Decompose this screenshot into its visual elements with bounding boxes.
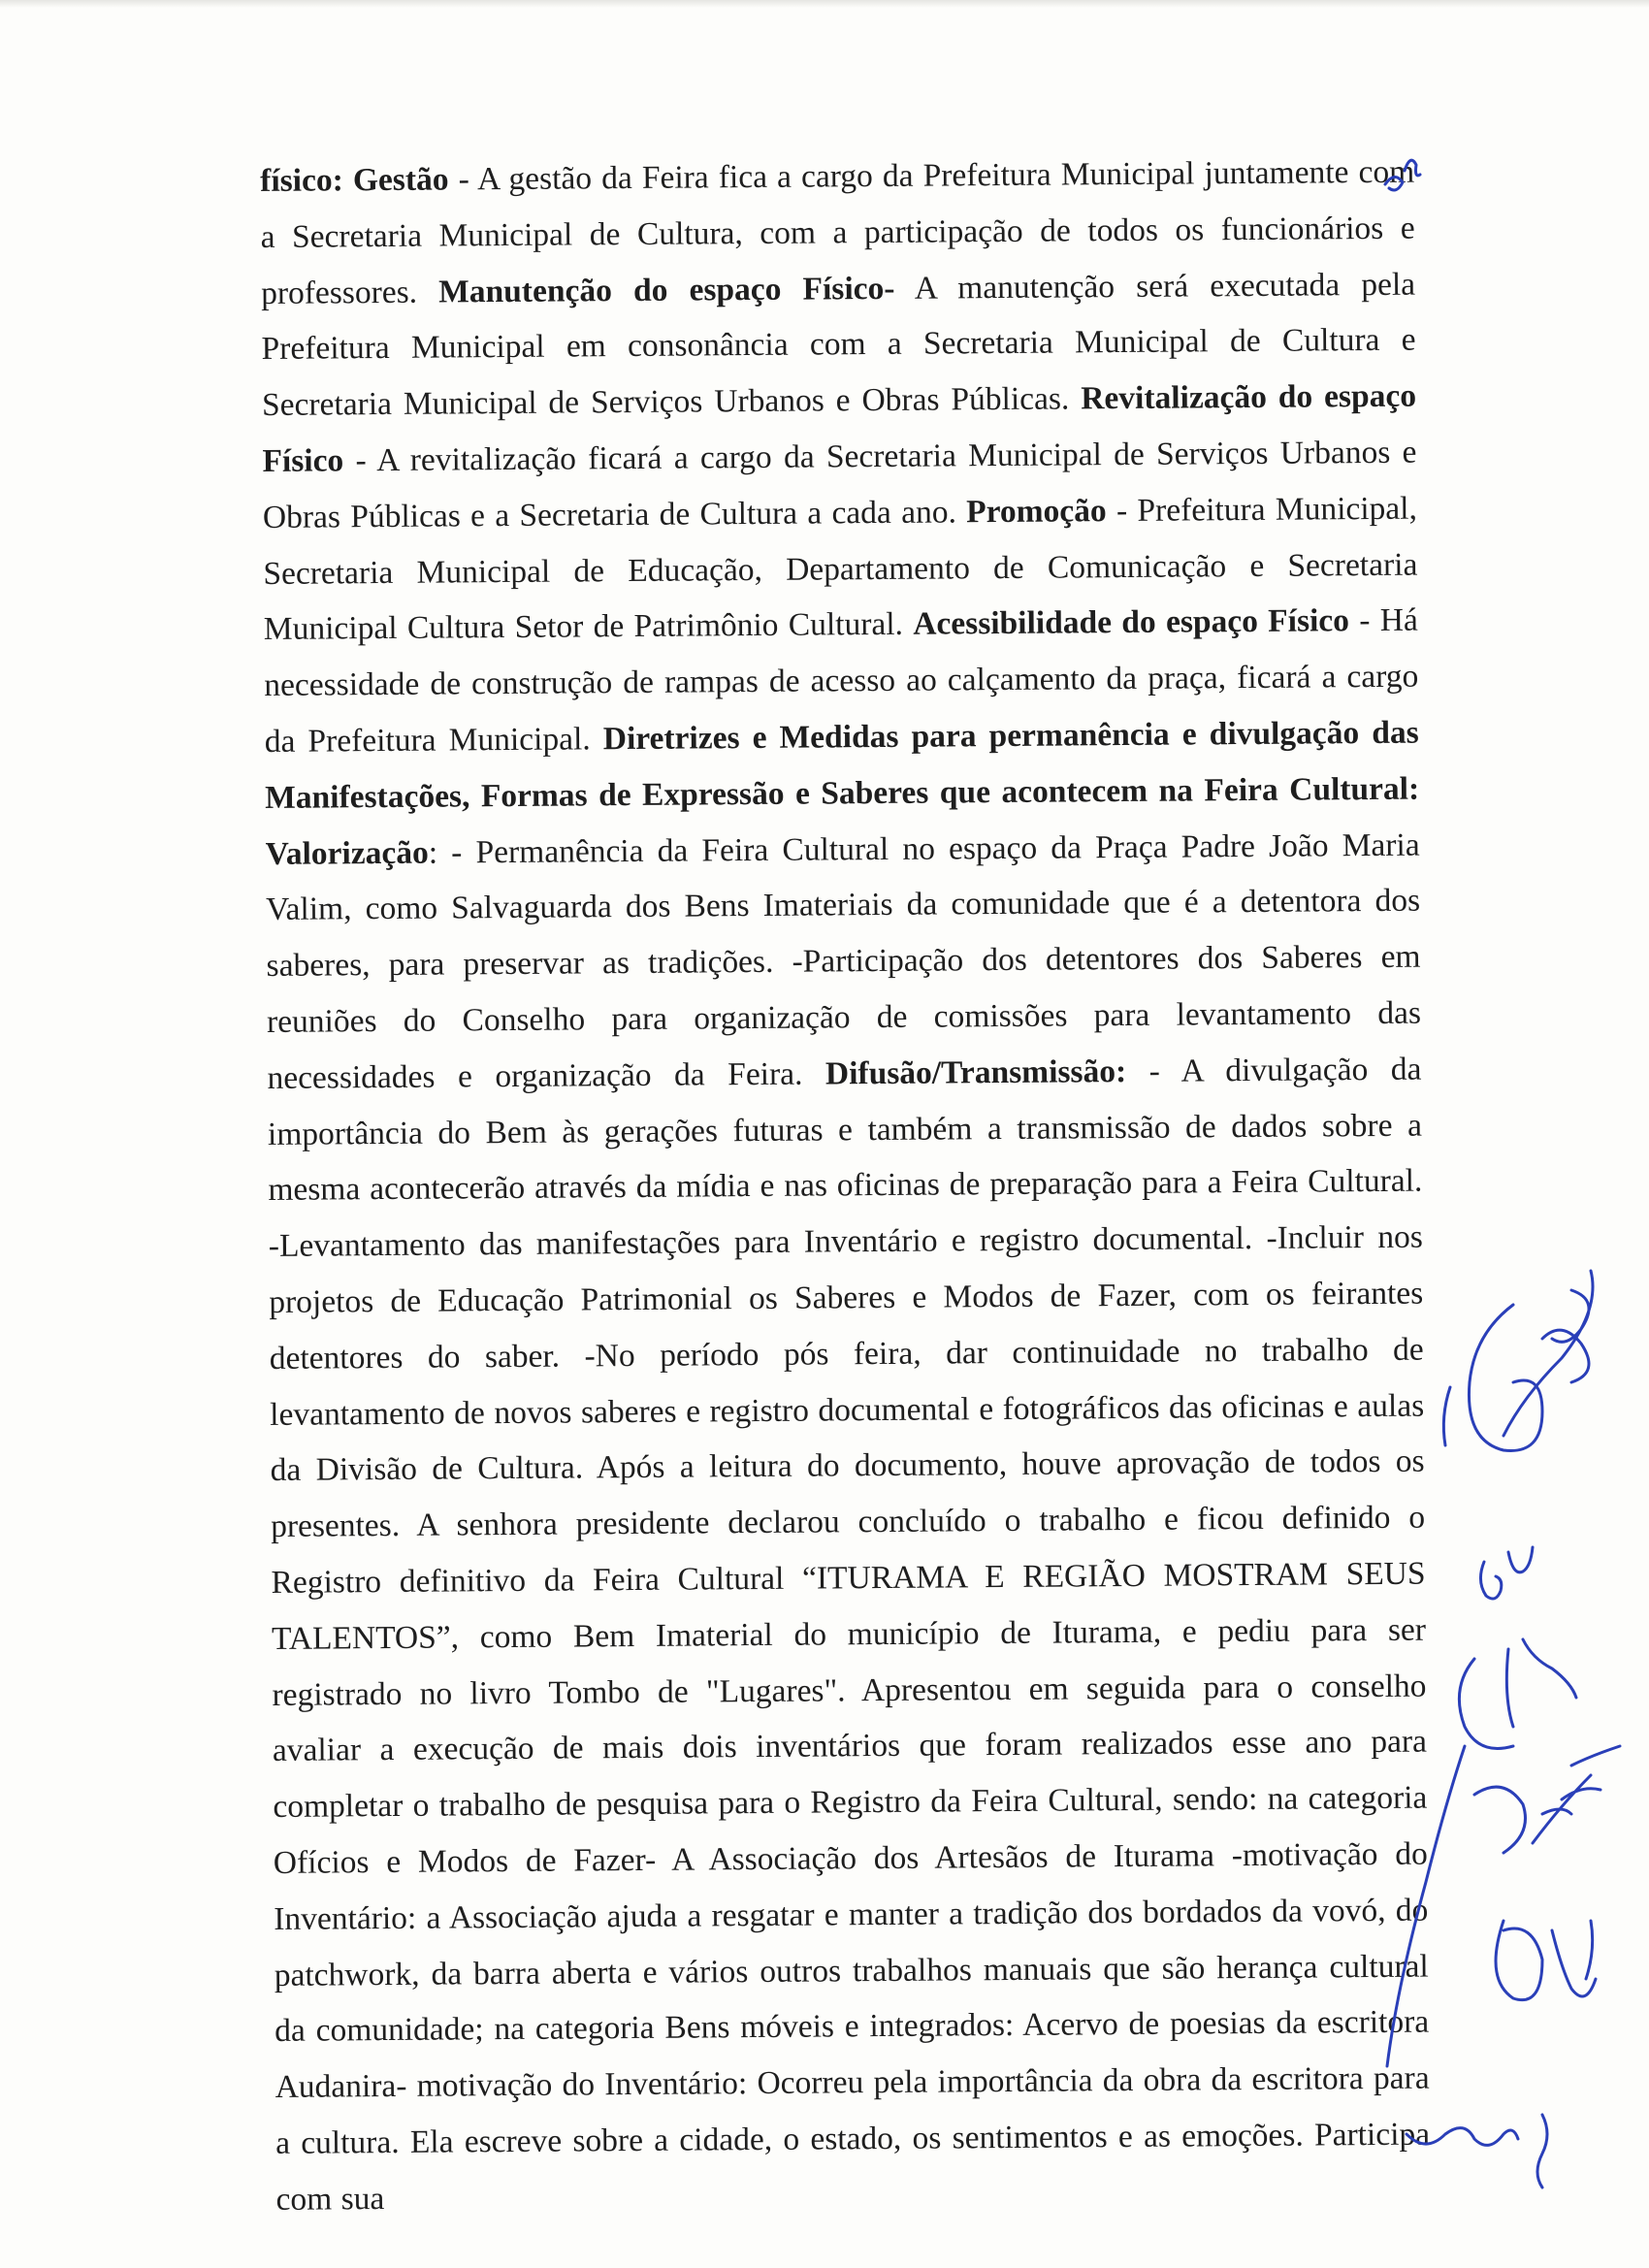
text-segment: : - Permanência da Feira Cultural no espaço da Praça Padre João Maria Valim, como Salvaguarda dos Bens Imateriais da comunidade que é a detentora dos saberes, para preservar as tradições. -Participação dos detentores dos Saberes em reuniões do Conselho para organização de comissões para levantamento das necessidades e organização da Feira. — [265, 826, 1422, 1096]
text-segment: - A revitalização ficará a cargo da Secretaria Municipal de Serviços Urbanos e Obras Públicas e a Secretaria de Cultura a cada ano. — [262, 434, 1417, 535]
signature-5 — [1496, 1921, 1596, 2000]
heading-gestao: físico: Gestão — [260, 161, 449, 199]
text-segment: A manutenção será executada pela Prefeitura Municipal em consonância com a Secretaria Municipal de Cultura e Secretaria Municipal de Serviços Urbanos e Obras Públicas. — [261, 266, 1416, 424]
heading-acessibilidade: Acessibilidade do espaço Físico — [913, 602, 1350, 643]
heading-promocao: Promoção — [966, 492, 1107, 531]
scan-edge — [0, 0, 1649, 8]
text-segment: - A divulgação da importância do Bem às gerações futuras e também a transmissão de dados sobre a mesma acontecerão através da mídia e nas oficinas de preparação para a Feira Cultural. -Levantamento das manifestações para Inventário e registro documental. -Incluir nos projetos de Educação Patrimonial os Saberes e Modos de Fazer, com os feirantes detentores do saber. -No período pós feira, dar continuidade no trabalho de levantamento de novos saberes e registro documental e fotográficos das oficinas e aulas da Divisão de Cultura. Após a leitura do documento, houve aprovação de todos os presentes. A senhora presidente declarou concluído o trabalho e ficou definido o Registro definitivo da Feira Cultural “ITURAMA E REGIÃO MOSTRAM SEUS TALENTOS”, como Bem Imaterial do município de Iturama, e pediu para ser registrado no livro Tombo de "Lugares". Apresentou em seguida para o conselho avaliar a execução de mais dois inventários que foram realizados esse ano para completar o trabalho de pesquisa para o Registro da Feira Cultural, sendo: na categoria Ofícios e Modos de Fazer- A Associação dos Artesãos de Iturama -motivação do Inventário: a Associação ajuda a resgatar e manter a tradição dos bordados da vovó, do patchwork, da barra aberta e vários outros trabalhos manuais que são herança cultural da comunidade; na categoria Bens móveis e integrados: Acervo de poesias da escritora Audanira- motivação do Inventário: Ocorreu pela importância da obra da escritora para a cultura. Ela escreve sobre a cidade, o estado, os sentimentos e as emoções. Participa com sua — [267, 1051, 1431, 2218]
document-body — [260, 145, 1431, 2229]
heading-revitalizacao: Revitalização do espaço Físico — [262, 377, 1417, 479]
heading-manutencao: Manutenção do espaço Físico- — [438, 270, 895, 310]
heading-diretrizes: Diretrizes e Medidas para permanência e divulgação das Manifestações, Formas de Expressão e Saberes que acontecem na Feira Cultural: Valorização — [265, 714, 1420, 872]
signature-3 — [1459, 1639, 1576, 1749]
text-segment: - Prefeitura Municipal, Secretaria Municipal de Educação, Departamento de Comunicação e Secretaria Municipal Cultura Setor de Patrimônio Cultural. — [263, 490, 1418, 648]
text-segment: - A gestão da Feira fica a cargo da Prefeitura Municipal juntamente com a Secretaria Municipal de Cultura, com a participação de todos os funcionários e professores. — [260, 153, 1415, 311]
text-segment: - Há necessidade de construção de rampas de acesso ao calçamento da praça, ficará a cargo da Prefeitura Municipal. — [264, 602, 1419, 760]
signature-2 — [1480, 1547, 1533, 1599]
signature-1 — [1443, 1271, 1593, 1451]
heading-difusao: Difusão/Transmissão: — [824, 1053, 1127, 1092]
